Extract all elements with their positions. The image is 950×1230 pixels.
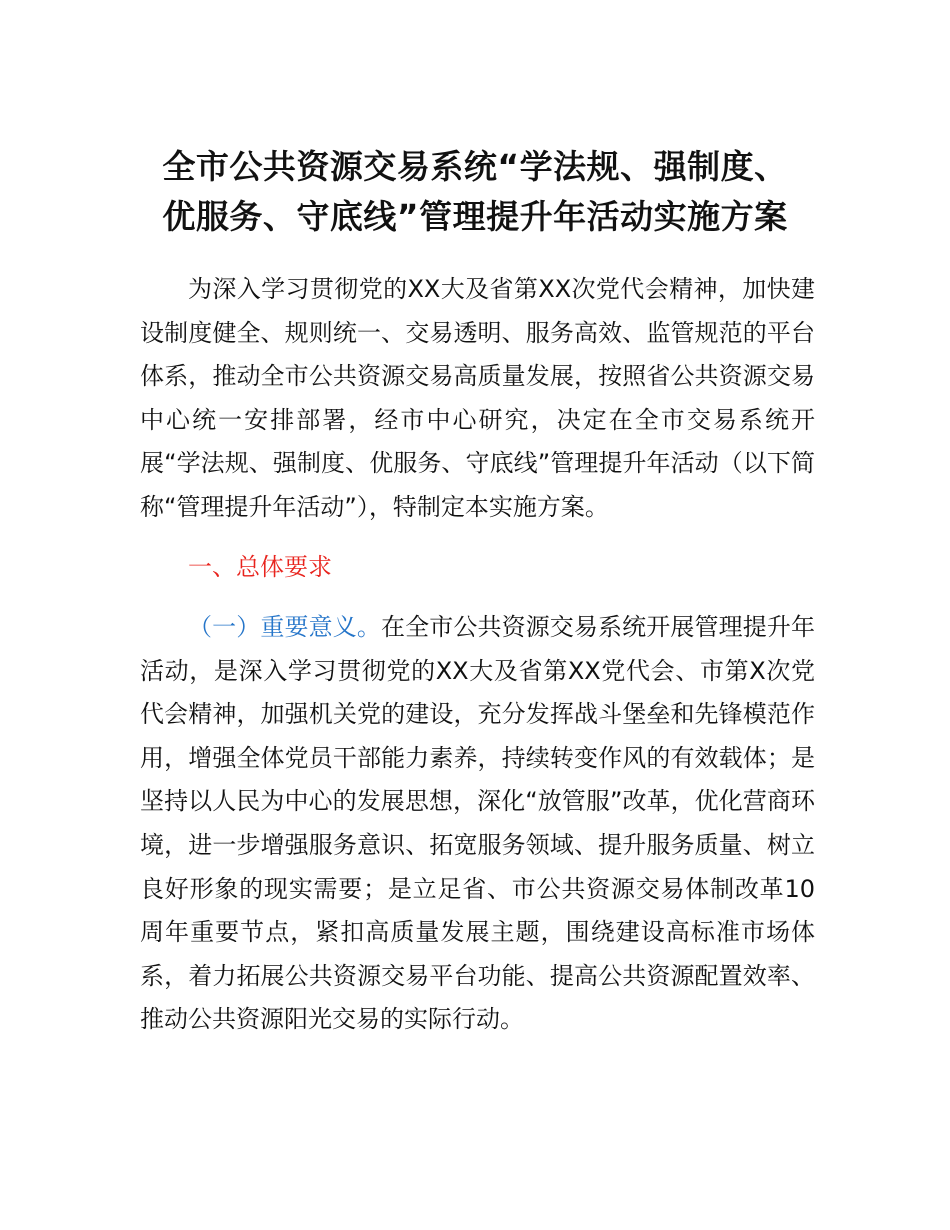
subsection-paragraph-significance xyxy=(140,606,815,1042)
subsection-body-significance: 在全市公共资源交易系统开展管理提升年活动，是深入学习贯彻党的XX大及省第XX党代会、市第X次党代会精神，加强机关党的建设，充分发挥战斗堡垒和先锋模范作用，增强全体党员干部能力素养，持续转变作风的有效载体；是坚持以人民为中心的发展思想，深化“放管服”改革，优化营商环境，进一步增强服务意识、拓宽服务领域、提升服务质量、树立良好形象的现实需要；是立足省、市公共资源交易体制改革10周年重要节点，紧扣高质量发展主题，围绕建设高标准市场体系，着力拓展公共资源交易平台功能、提高公共资源配置效率、推动公共资源阳光交易的实际行动。 xyxy=(140,613,816,1034)
title-line-1: 全市公共资源交易系统“学法规、强制度、 xyxy=(162,147,788,186)
title-line-2: 优服务、守底线”管理提升年活动实施方案 xyxy=(162,197,788,236)
document-title xyxy=(120,142,830,242)
section-heading-overall-requirements: 一、总体要求 xyxy=(188,553,332,581)
subsection-heading-significance: （一）重要意义。 xyxy=(188,613,381,641)
intro-paragraph: 为深入学习贯彻党的XX大及省第XX次党代会精神，加快建设制度健全、规则统一、交易透明、服务高效、监管规范的平台体系，推动全市公共资源交易高质量发展，按照省公共资源交易中心统一安排部署，经市中心研究，决定在全市交易系统开展“学法规、强制度、优服务、守底线”管理提升年活动（以下简称“管理提升年活动”），特制定本实施方案。 xyxy=(140,275,815,521)
